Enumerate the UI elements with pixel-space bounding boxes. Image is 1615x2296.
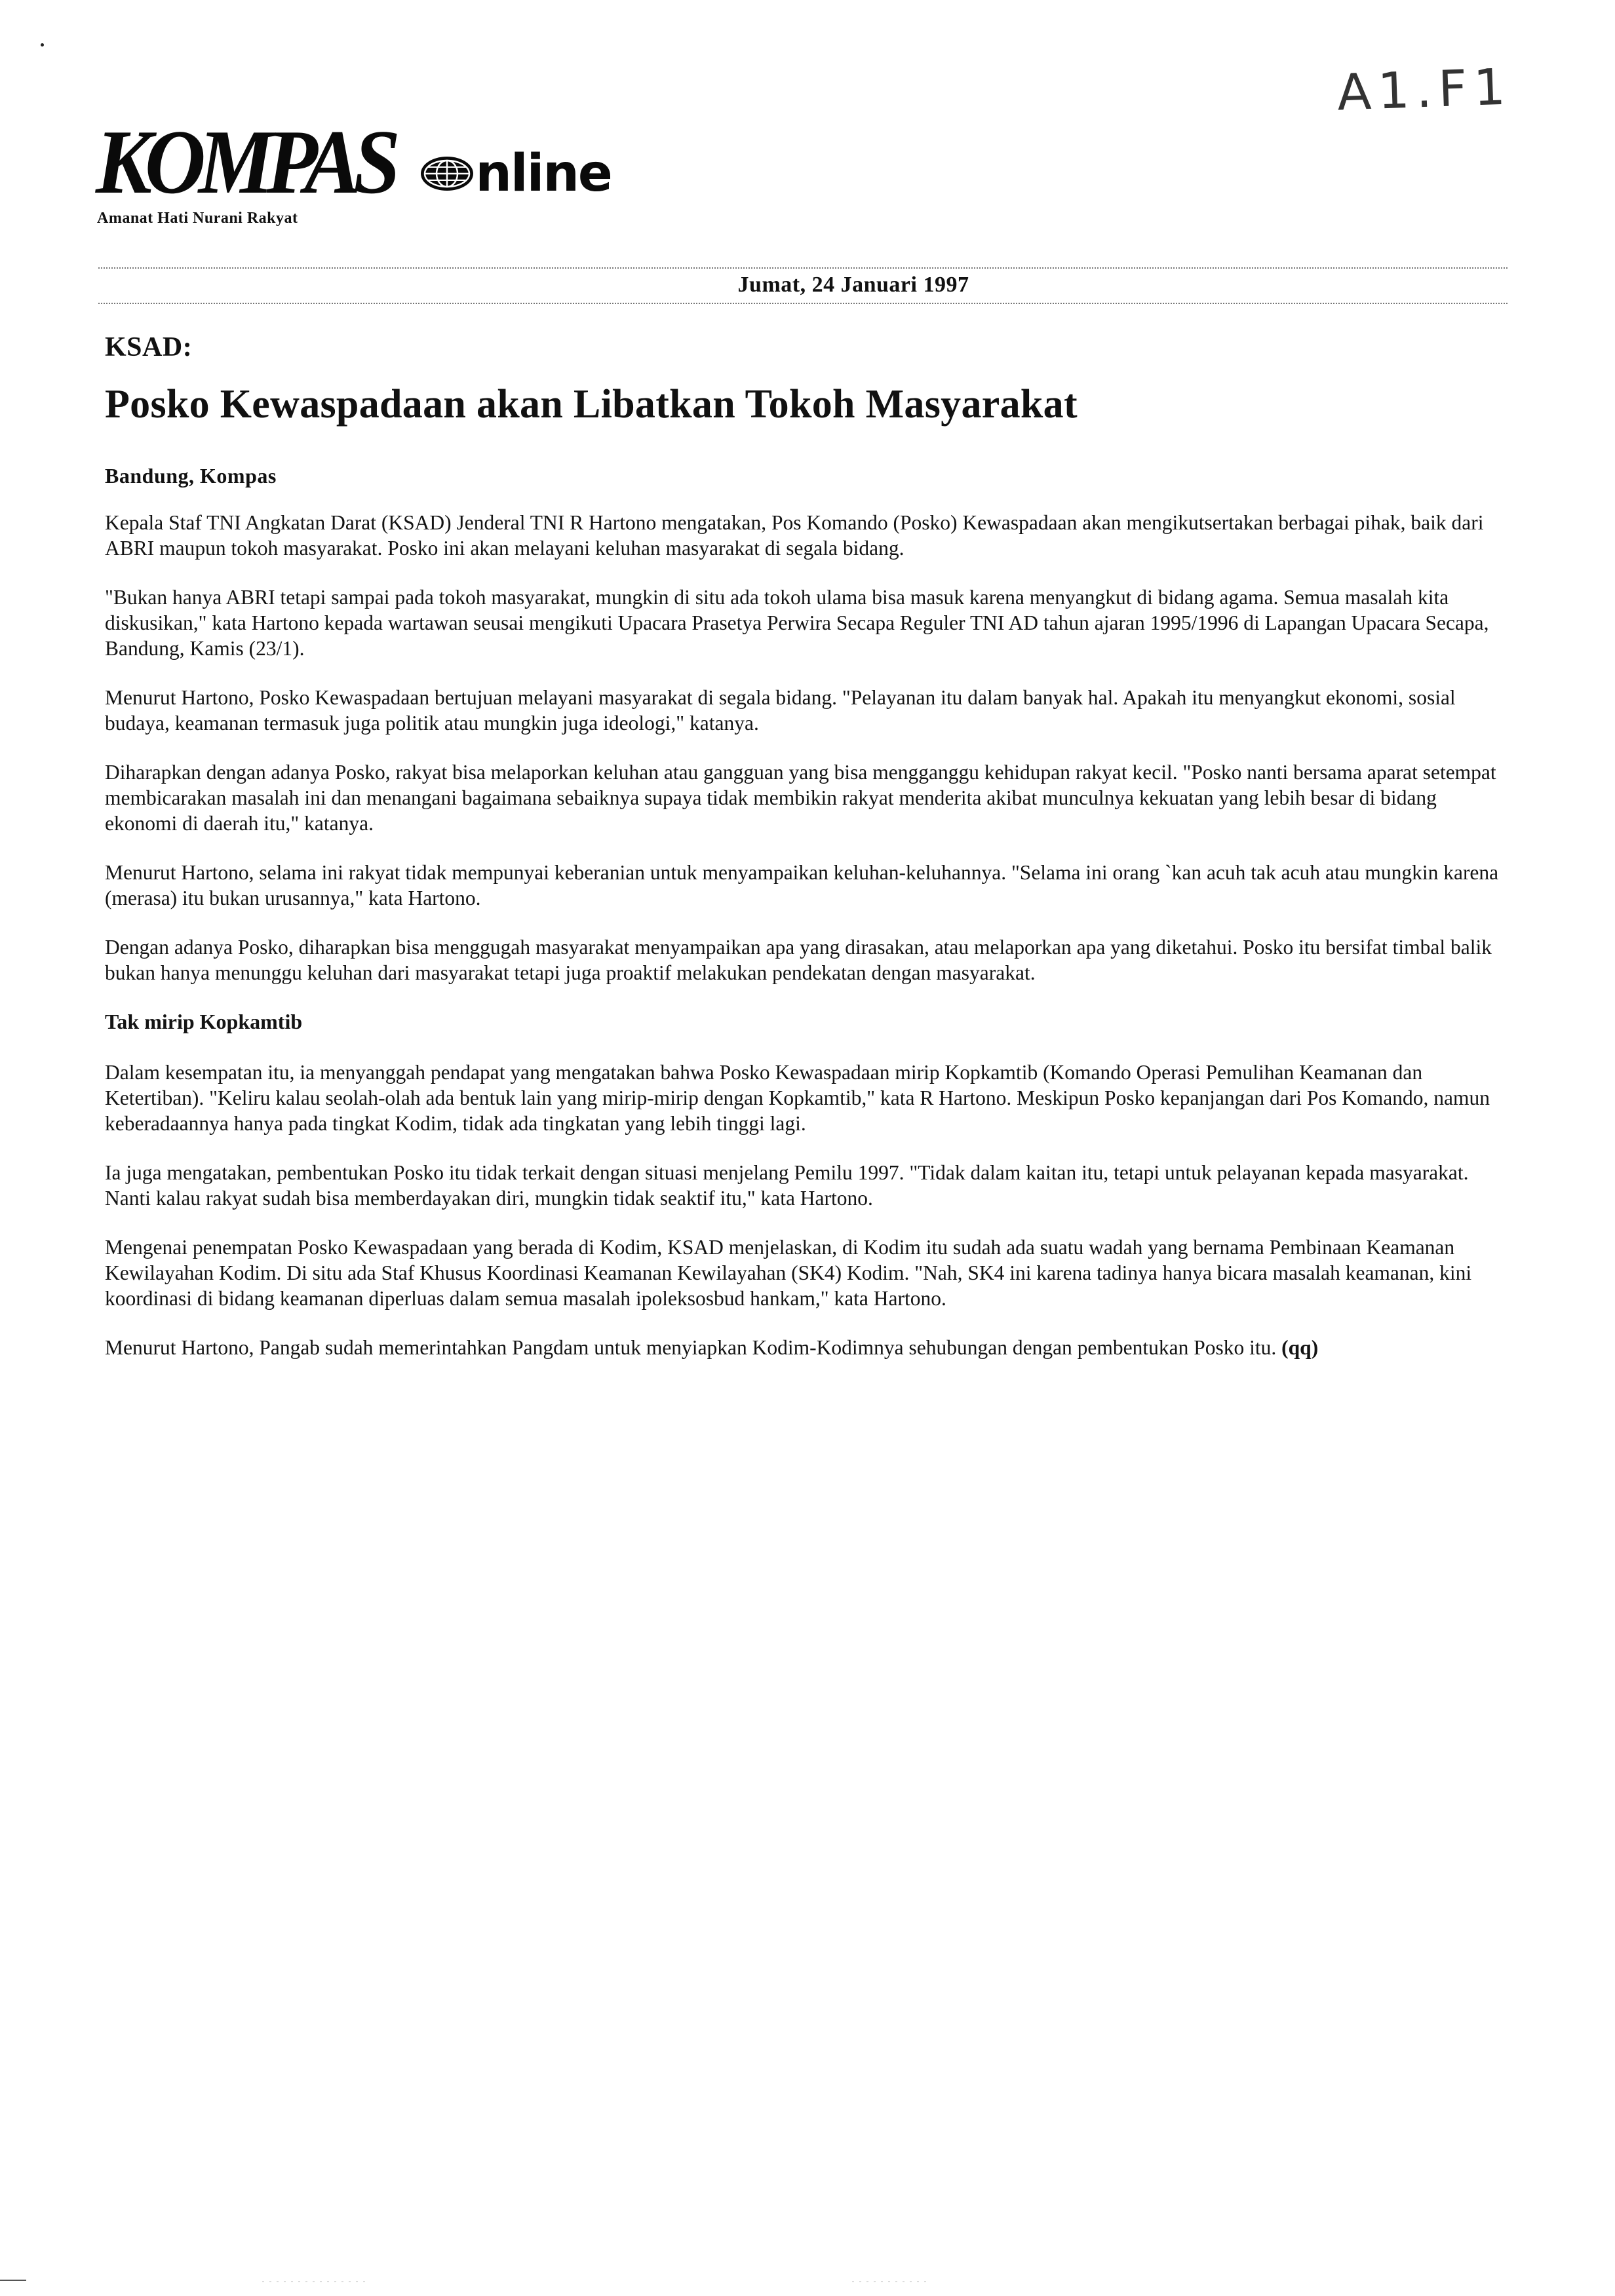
logo — [96, 111, 751, 213]
paragraph: Ia juga mengatakan, pembentukan Posko itu tidak terkait dengan situasi menjelang Pemilu 1997. "Tidak dalam kaitan itu, tetapi untuk pelayanan kepada masyarakat. Nanti kalau rakyat sudah bisa memberdayakan diri, mungkin tidak seaktif itu," kata Hartono. — [105, 1161, 1469, 1210]
article-kicker: KSAD: — [105, 332, 193, 362]
tagline: Amanat Hati Nurani Rakyat — [97, 210, 298, 227]
article-headline: Posko Kewaspadaan akan Libatkan Tokoh Masyarakat — [105, 382, 1078, 427]
article-body — [105, 510, 1514, 1384]
scan-edge-marks — [0, 2274, 1615, 2287]
paragraph: Mengenai penempatan Posko Kewaspadaan yang berada di Kodim, KSAD menjelaskan, di Kodim itu sudah ada suatu wadah yang bernama Pembinaan Keamanan Kewilayahan Kodim. Di situ ada Staf Khusus Koordinasi Keamanan Kewilayahan (SK4) Kodim. "Nah, SK4 ini karena tadinya hanya bicara masalah keamanan, kini koordinasi di bidang keamanan diperluas dalam semua masalah ipoleksosbud hankam," kata Hartono. — [105, 1236, 1472, 1310]
paragraph: Dalam kesempatan itu, ia menyanggah pendapat yang mengatakan bahwa Posko Kewaspadaan mirip Kopkamtib (Komando Operasi Pemulihan Keamanan dan Ketertiban). "Keliru kalau seolah-olah ada bentuk lain yang mirip-mirip dengan Kopkamtib," kata R Hartono. Meskipun Posko kepanjangan dari Pos Komando, namun keberadaannya hanya pada tingkat Kodim, tidak ada tingkatan yang lebih tinggi lagi. — [105, 1061, 1490, 1135]
paragraph: Diharapkan dengan adanya Posko, rakyat bisa melaporkan keluhan atau gangguan yang bisa mengganggu kehidupan rakyat kecil. "Posko nanti bersama aparat setempat membicarakan masalah ini dan menangani bagaimana sebaiknya supaya tidak membikin rakyat menderita akibat munculnya kekuatan yang lebih besar di bidang ekonomi di daerah itu," katanya. — [105, 761, 1496, 835]
logo-online — [419, 144, 612, 203]
masthead — [96, 111, 751, 235]
globe-icon — [419, 155, 475, 193]
scan-speck — [41, 43, 44, 47]
divider-bottom — [98, 303, 1508, 304]
logo-online-text: nline — [475, 144, 612, 203]
dateline — [0, 267, 1615, 303]
paragraph: Menurut Hartono, Posko Kewaspadaan bertujuan melayani masyarakat di segala bidang. "Pelayanan itu dalam banyak hal. Apakah itu menyangkut ekonomi, sosial budaya, keamanan termasuk juga politik atau mungkin juga ideologi," katanya. — [105, 686, 1456, 735]
article-byline: Bandung, Kompas — [105, 464, 277, 488]
paragraph: Menurut Hartono, selama ini rakyat tidak mempunyai keberanian untuk menyampaikan keluhan-keluhannya. "Selama ini orang `kan acuh tak acuh atau mungkin karena (merasa) itu bukan urusannya," kata Hartono. — [105, 861, 1499, 909]
final-paragraph-text: Menurut Hartono, Pangab sudah memerintahkan Pangdam untuk menyiapkan Kodim-Kodimnya sehubungan dengan pembentukan Posko itu. — [105, 1336, 1277, 1359]
logo-kompas: KOMPAS — [96, 111, 393, 213]
dateline-text: Jumat, 24 Januari 1997 — [737, 273, 969, 297]
final-paragraph — [105, 1335, 1514, 1360]
paragraph: "Bukan hanya ABRI tetapi sampai pada tokoh masyarakat, mungkin di situ ada tokoh ulama bisa masuk karena menyangkut di bidang agama. Semua masalah kita diskusikan," kata Hartono kepada wartawan seusai mengikuti Upacara Prasetya Perwira Secapa Reguler TNI AD tahun ajaran 1995/1996 di Lapangan Upacara Secapa, Bandung, Kamis (23/1). — [105, 586, 1489, 660]
handwritten-archive-note: A1.F1 — [1336, 57, 1513, 122]
article-subhead: Tak mirip Kopkamtib — [105, 1010, 303, 1033]
paragraph: Dengan adanya Posko, diharapkan bisa menggugah masyarakat menyampaikan apa yang dirasakan, atau melaporkan apa yang diketahui. Posko itu bersifat timbal balik bukan hanya menunggu keluhan dari masyarakat tetapi juga proaktif melakukan pendekatan dengan masyarakat. — [105, 936, 1492, 984]
paragraph: Kepala Staf TNI Angkatan Darat (KSAD) Jenderal TNI R Hartono mengatakan, Pos Komando (Posko) Kewaspadaan akan mengikutsertakan berbagai pihak, baik dari ABRI maupun tokoh masyarakat. Posko ini akan melayani keluhan masyarakat di segala bidang. — [105, 511, 1484, 560]
author-signature: (qq) — [1281, 1336, 1319, 1359]
